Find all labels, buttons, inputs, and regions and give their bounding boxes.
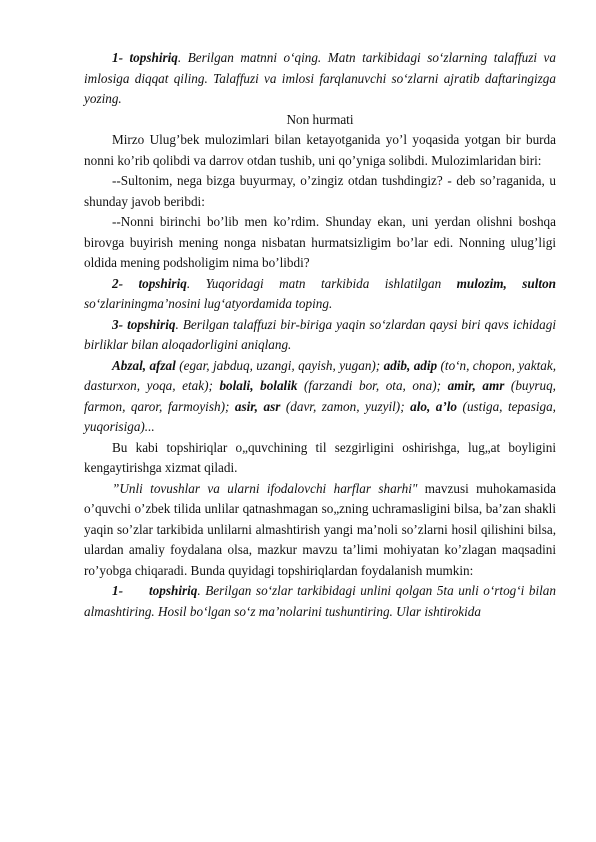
task2-paragraph	[84, 274, 556, 315]
task2-label: topshiriq	[138, 275, 187, 291]
story-paragraph-3: --Nonni birinchi bo’lib men ko’rdim. Shunday ekan, uni yerdan olishni boshqa birovga buyirish mening nonga nisbatan hurmatsizligim bo’lar edi. Nonning ulug’ligi oldida mening podsholigim nima bo’libdi?	[84, 214, 556, 270]
summary-paragraph: Bu kabi topshiriqlar o„quvchining til sezgirligini oshirishga, lug„at boyligini kengaytirishga xizmat qiladi.	[84, 439, 556, 475]
task4-paragraph	[84, 581, 556, 622]
word-pairs-paragraph	[84, 356, 556, 438]
task1-text: . Berilgan matnni o‘qing. Matn tarkibidagi so‘zlarning talaffuzi va imlosiga diqqat qiling. Talaffuzi va imlosi farqlanuvchi so‘zlarni ajratib daftaringizga yozing.	[84, 50, 556, 106]
task1-number: 1-	[112, 50, 123, 65]
pair-gloss: (ustiga, tepasiga, yuqorisiga)...	[84, 398, 556, 434]
task4-number: 1-	[112, 583, 123, 598]
pair-word: adib, adip	[383, 357, 438, 373]
pair-word: Abzal, afzal	[112, 357, 176, 373]
pair-gloss: (buyruq, farmon, qaror, farmoyish);	[84, 378, 556, 414]
story-paragraph-2: --Sultonim, nega bizga buyurmay, o’zingiz otdan tushdingiz? - deb so’raganida, u shunday javob beribdi:	[84, 173, 556, 209]
task2-word-2: sulton	[522, 275, 557, 291]
task3-text: . Berilgan talaffuzi bir-biriga yaqin so‘zlardan qaysi biri qavs ichidagi birliklar bilan aloqadorligini aniqlang.	[84, 316, 557, 352]
topic-paragraph	[84, 479, 556, 582]
topic-text: mavzusi muhokamasida o’quvchi o’zbek tilida unlilar qatnashmagan so„zning uchramasligini bilsa, ba’zan shakli yaqin so’zlar tarkibida unlilarni almashtirish yangi ma’noli so’zlarni hosil qilishini bilsa, ulardan amaliy foydalana olsa, mazkur mavzu ta’limi mohiyatan ko’zlagan maqsadini ro’yobga chiqaradi. Bunda quyidagi topshiriqlardan foydalanish mumkin:	[84, 480, 556, 578]
topic-title: ”Unli tovushlar va ularni ifodalovchi harflar sharhi"	[112, 480, 418, 496]
task2-text-1: . Yuqoridagi matn tarkibida ishlatilgan	[186, 275, 457, 291]
task4-label: topshiriq	[149, 583, 198, 598]
task2-text-2: so‘zlariningma’nosini lug‘atyordamida toping.	[84, 296, 333, 311]
task1-label: topshiriq	[129, 50, 178, 65]
pair-word: bolali, bolalik	[219, 378, 298, 393]
pair-gloss: (davr, zamon, yuzyil);	[280, 398, 411, 414]
story-title: Non hurmati	[286, 111, 354, 127]
task2-word-1: mulozim,	[456, 275, 507, 291]
pair-gloss: (to‘n, chopon, yaktak, dasturxon, yoqa, etak);	[84, 357, 557, 393]
pair-word: amir, amr	[447, 378, 505, 393]
task3-paragraph	[84, 315, 556, 356]
task3-number: 3-	[112, 316, 123, 332]
task3-label: topshiriq	[127, 316, 176, 332]
pair-gloss: (farzandi bor, ota, ona);	[297, 378, 448, 393]
task4-text: . Berilgan so‘zlar tarkibidagi unlini qolgan 5ta unli o‘rtog‘i bilan almashtiring. Hosil bo‘lgan so‘z ma’nolarini tushuntiring. Ular ishtirokida	[84, 583, 556, 619]
story-paragraph-1: Mirzo Ulug’bek mulozimlari bilan ketayotganida yo’l yoqasida yotgan bir burda nonni ko’rib qolibdi va darrov otdan tushib, uni qo’yniga solibdi. Mulozimlaridan biri:	[84, 132, 556, 168]
document-page	[84, 48, 556, 622]
pair-gloss: (egar, jabduq, uzangi, qayish, yugan);	[175, 357, 384, 373]
pair-word: asir, asr	[234, 398, 281, 414]
task1-paragraph	[84, 48, 556, 110]
task2-number: 2-	[112, 275, 123, 291]
pair-word: alo, a’lo	[410, 398, 458, 414]
